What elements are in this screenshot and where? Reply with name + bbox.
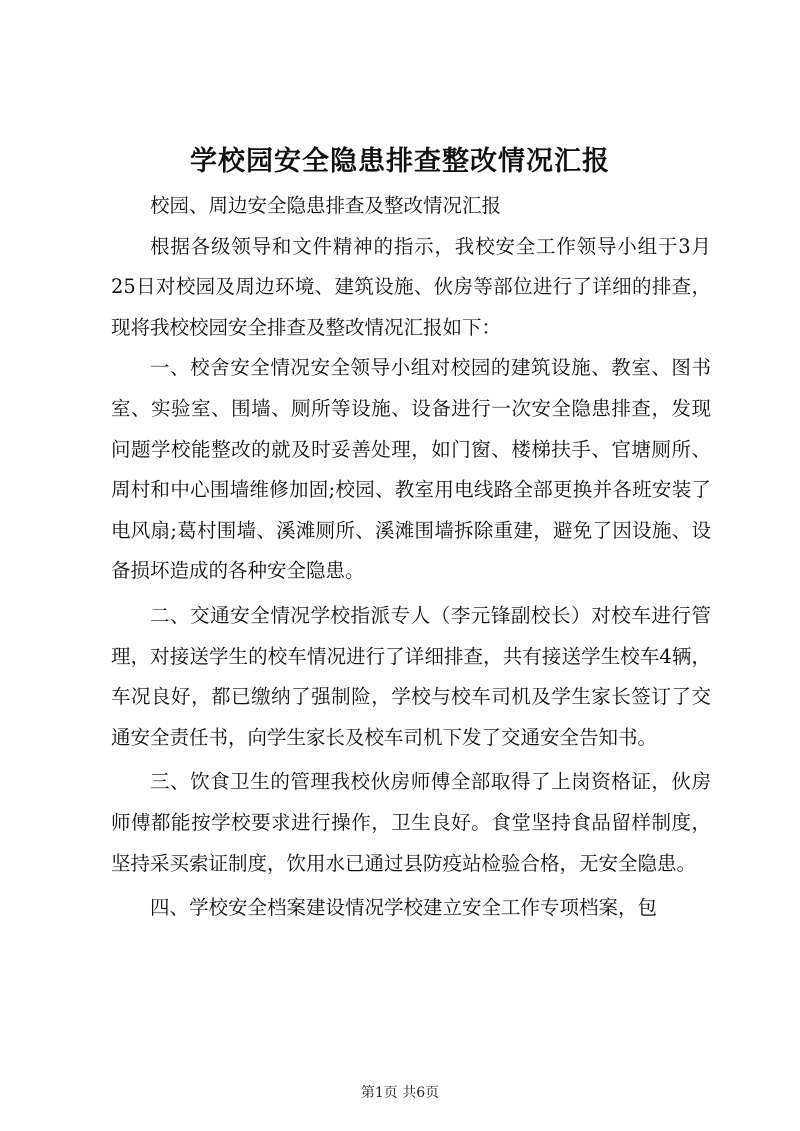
paragraph-traffic-safety: 二、交通安全情况学校指派专人（李元锋副校长）对校车进行管理，对接送学生的校车情况进行了详细排查，共有接送学生校车4辆，车况良好，都已缴纳了强制险，学校与校车司机及学生家长签订了交通安全责任书，向学生家长及校车司机下发了交通安全告知书。: [111, 603, 711, 749]
document-body: [111, 186, 711, 929]
paragraph-safety-archives: 四、学校安全档案建设情况学校建立安全工作专项档案，包: [150, 896, 658, 920]
paragraph-subtitle: 校园、周边安全隐患排查及整改情况汇报: [150, 194, 502, 217]
paragraph-food-hygiene: 三、饮食卫生的管理我校伙房师傅全部取得了上岗资格证，伙房师傅都能按学校要求进行操作，卫生良好。食堂坚持食品留样制度，坚持采买索证制度，饮用水已通过县防疫站检验合格，无安全隐患。: [111, 770, 711, 875]
page-title: 学校园安全隐患排查整改情况汇报: [190, 146, 610, 177]
paragraph-school-buildings: 一、校舍安全情况安全领导小组对校园的建筑设施、教室、图书室、实验室、围墙、厕所等设施、设备进行一次安全隐患排查，发现问题学校能整改的就及时妥善处理，如门窗、楼梯扶手、官塘厕所、周村和中心围墙维修加固;校园、教室用电线路全部更换并各班安装了电风扇;葛村围墙、溪滩厕所、溪滩围墙拆除重建，避免了因设施、设备损坏造成的各种安全隐患。: [111, 356, 711, 583]
page-footer: 第1页 共6页: [360, 1085, 440, 1101]
paragraph-intro: 根据各级领导和文件精神的指示，我校安全工作领导小组于3月25日对校园及周边环境、建筑设施、伙房等部位进行了详细的排查，现将我校校园安全排查及整改情况汇报如下：: [111, 234, 711, 339]
